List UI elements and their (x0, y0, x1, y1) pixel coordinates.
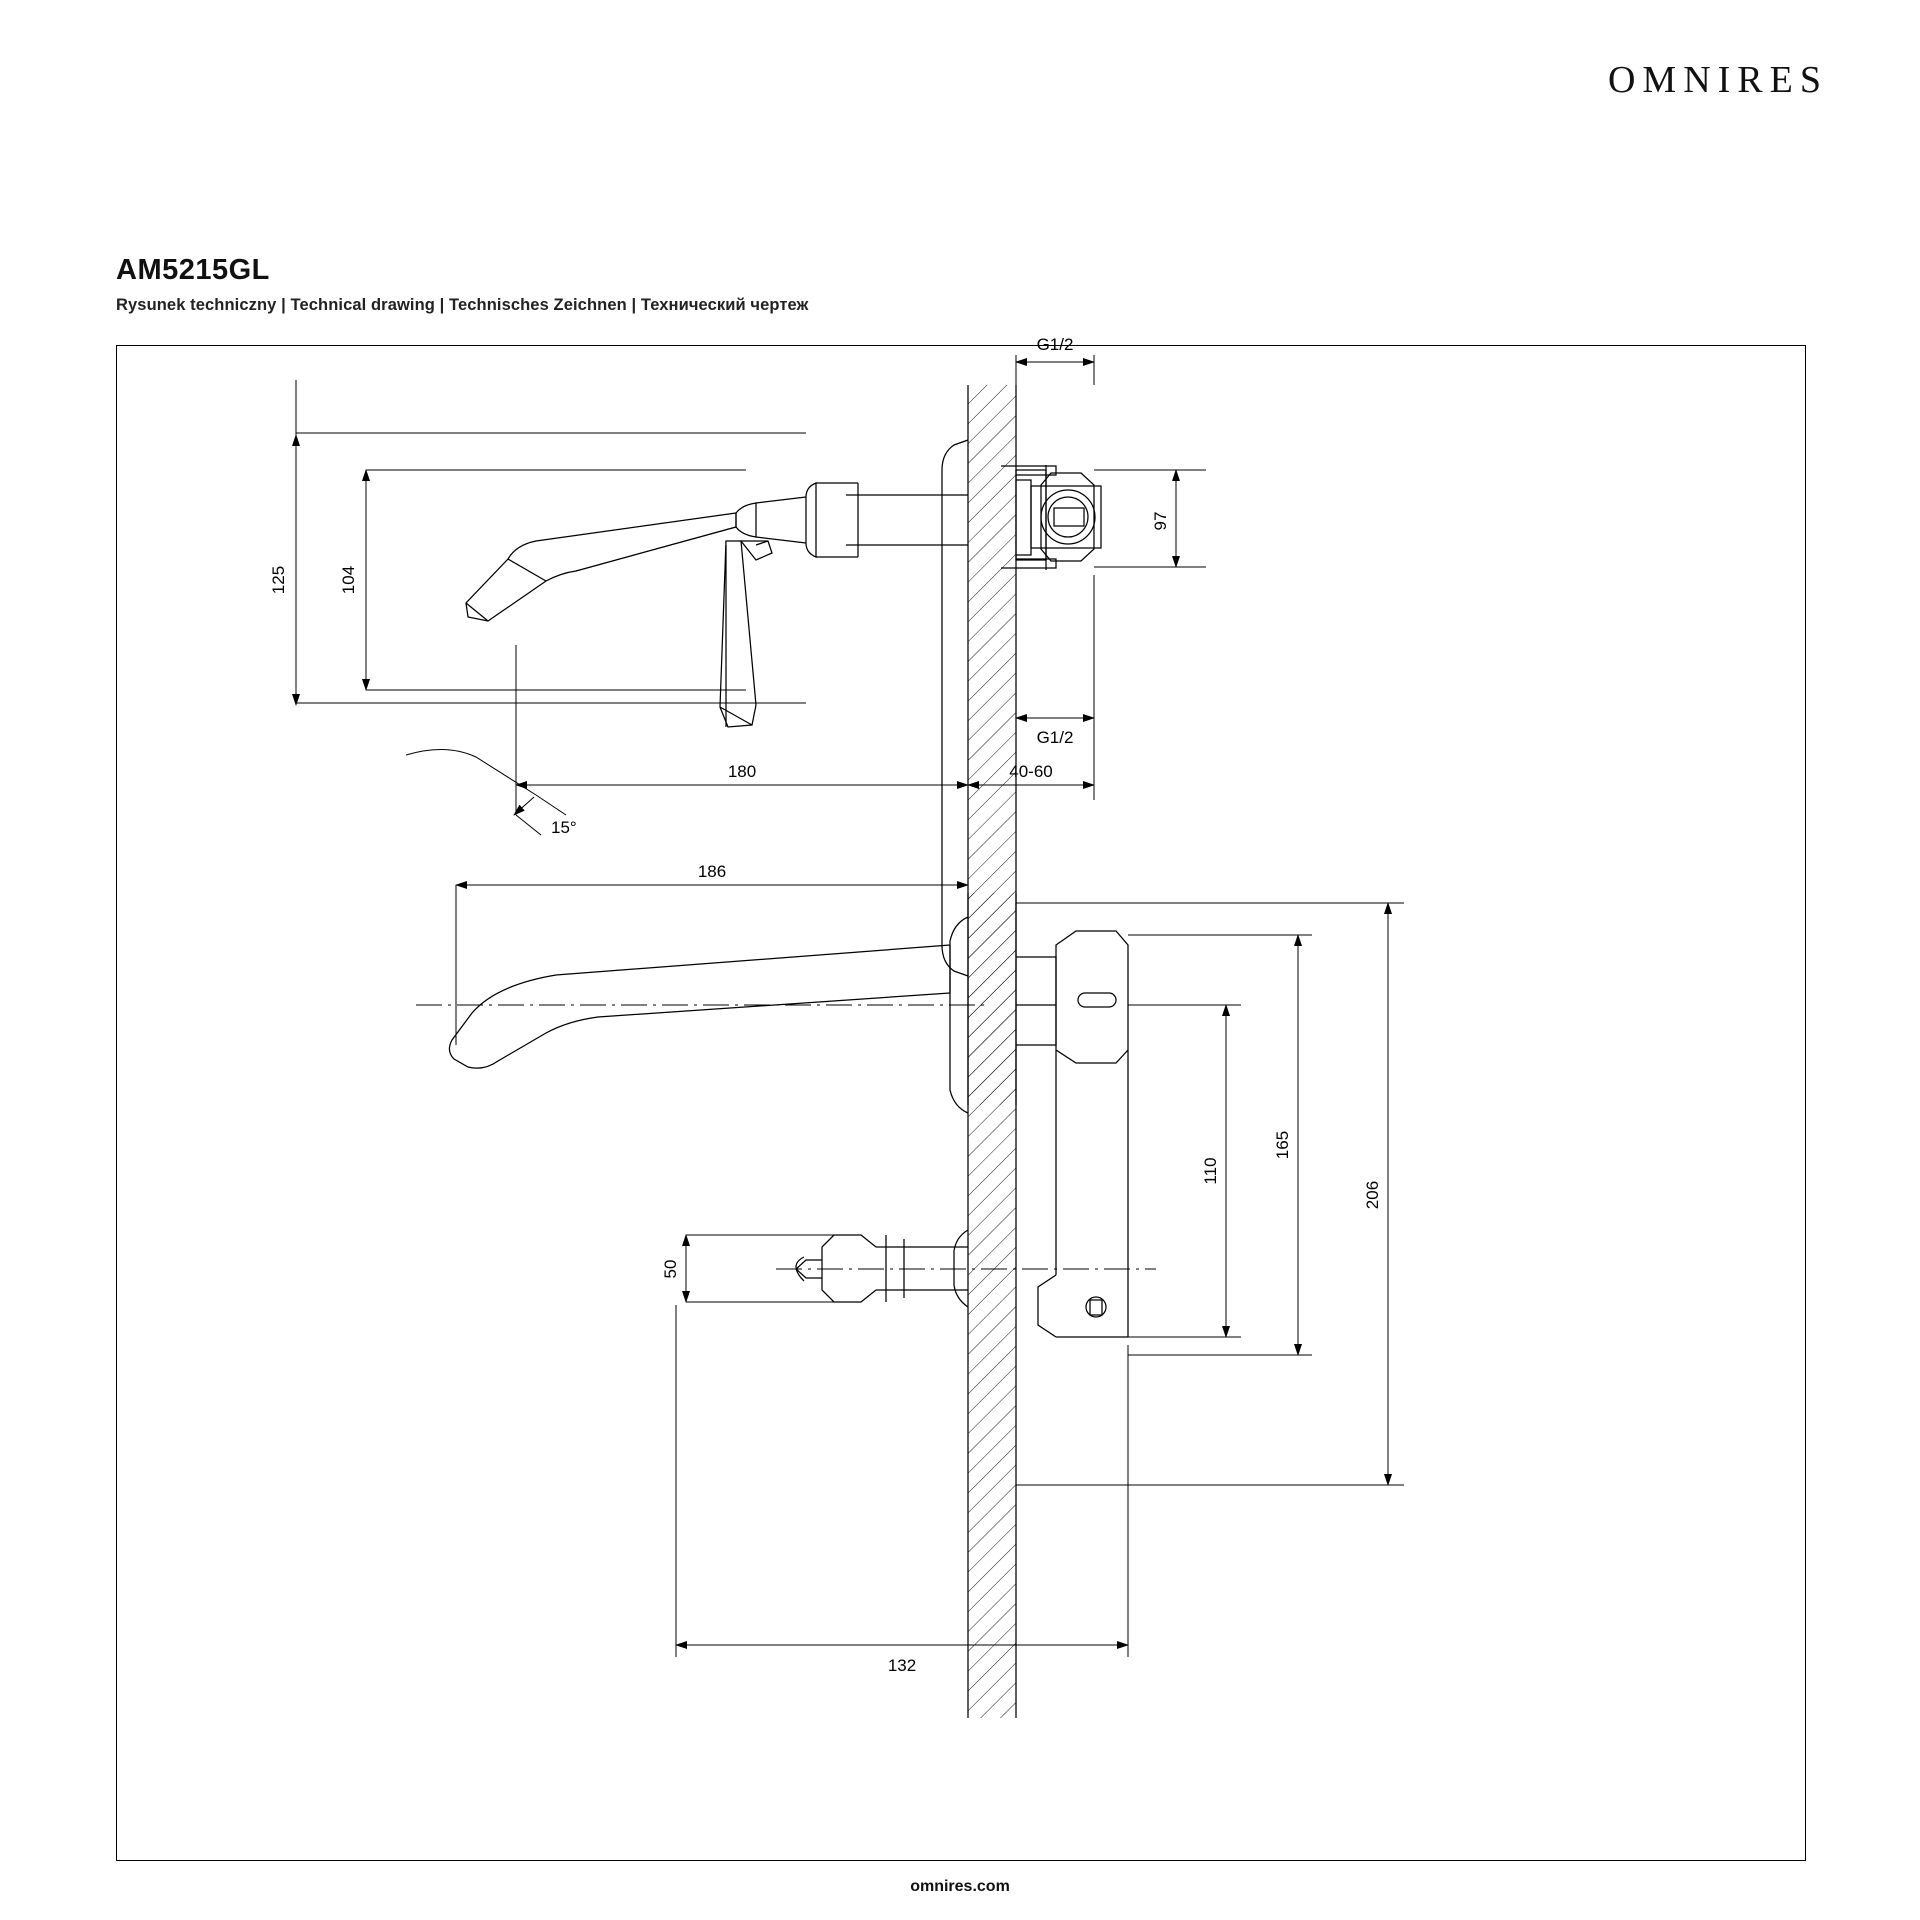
dim-104-label: 104 (339, 565, 358, 595)
top-plan-view (416, 862, 1404, 1718)
dim-110-label: 110 (1201, 1157, 1220, 1185)
drawing-subtitle: Rysunek techniczny | Technical drawing | Technisches Zeichnen | Технический чертеж (116, 296, 809, 314)
dim-97-label: 97 (1151, 511, 1170, 531)
dim-186-label: 186 (697, 862, 727, 881)
wall-hatch-plan (968, 893, 1016, 1718)
dim-165-label: 165 (1273, 1130, 1292, 1160)
brand-logo: OMNIRES (1607, 59, 1828, 101)
dim-g12-bottom-label: G1/2 (1036, 728, 1074, 747)
dim-4060-label: 40-60 (1009, 762, 1053, 781)
dim-132-label: 132 (887, 1656, 917, 1675)
title-block (116, 254, 808, 315)
dim-206-label: 206 (1363, 1180, 1382, 1210)
dim-g12-top-label: G1/2 (1036, 335, 1074, 354)
dim-50-label: 50 (661, 1259, 680, 1279)
footer-website: omnires.com (910, 1878, 1010, 1895)
dim-angle-15-label: 15° (551, 818, 577, 837)
dim-125-label: 125 (269, 565, 288, 595)
side-elevation-view (269, 335, 1206, 1105)
dim-180-label: 180 (727, 762, 757, 781)
technical-drawing (116, 335, 1806, 1861)
page-title: AM5215GL (116, 254, 270, 286)
